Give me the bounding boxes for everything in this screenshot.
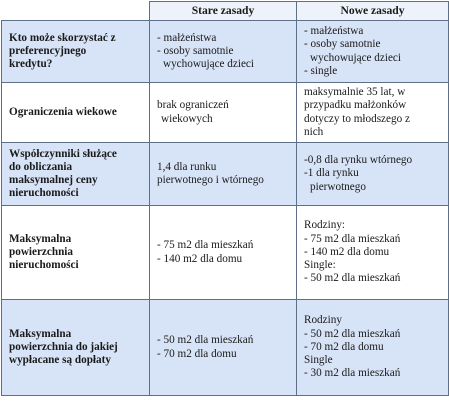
- table-row-coefficients: [2, 143, 449, 206]
- new-age-limit-cell: [297, 83, 449, 143]
- table-row-max-area: [2, 206, 449, 300]
- row-label-coefficients: [2, 143, 150, 206]
- cell-line: Rodziny: [304, 314, 342, 327]
- cell-line: - 140 m2 dla domu: [157, 252, 243, 265]
- cell-line: - 75 m2 dla mieszkań: [157, 239, 254, 252]
- new-eligibility-cell: [297, 21, 449, 83]
- row-label-line: powierzchnia: [9, 245, 74, 258]
- cell-line: -0,8 dla rynku wtórnego: [304, 154, 413, 167]
- row-label-max-area: [2, 206, 150, 300]
- cell-line: - małżeństwa: [157, 31, 217, 44]
- cell-line: Single: [304, 354, 333, 367]
- cell-line: - osoby samotnie: [157, 44, 234, 57]
- cell-line: nich: [304, 125, 324, 138]
- cell-line: przypadku małżonków: [304, 99, 407, 112]
- new-subsidy-area-cell: [297, 300, 449, 396]
- cell-line: wychowujące dzieci: [163, 58, 255, 71]
- row-label-line: preferencyjnego: [9, 44, 87, 57]
- cell-line: - 70 m2 dla domu: [304, 340, 384, 353]
- cell-line: maksymalnie 35 lat, w: [304, 86, 406, 99]
- table-row-subsidy-area: [2, 300, 449, 396]
- cell-line: - 70 m2 dla domu: [157, 347, 237, 360]
- row-label-eligibility: [2, 21, 150, 83]
- cell-line: - single: [304, 64, 338, 77]
- cell-line: - osoby samotnie: [304, 38, 381, 51]
- row-label-line: Kto może skorzystać z: [9, 31, 116, 44]
- header-corner: [2, 2, 150, 21]
- cell-line: pierwotnego: [310, 180, 366, 193]
- old-coefficients-cell: [150, 143, 297, 206]
- cell-line: wychowujące dzieci: [310, 51, 402, 64]
- row-label-line: kredytu?: [9, 58, 53, 71]
- cell-line: - małżeństwa: [304, 25, 364, 38]
- row-label-line: wypłacane są dopłaty: [9, 354, 111, 367]
- cell-line: brak ograniczeń: [157, 99, 229, 112]
- row-label-line: Współczynniki służące: [9, 147, 117, 160]
- cell-line: 1,4 dla runku: [157, 160, 217, 173]
- cell-line: -1 dla rynku: [304, 167, 359, 180]
- new-max-area-cell: [297, 206, 449, 300]
- old-age-limit-cell: [150, 83, 297, 143]
- new-coefficients-cell: [297, 143, 449, 206]
- cell-line: - 50 m2 dla mieszkań: [304, 272, 401, 285]
- row-label-line: Maksymalna: [9, 232, 72, 245]
- old-max-area-cell: [150, 206, 297, 300]
- table-row-eligibility: [2, 21, 449, 83]
- cell-line: pierwotnego i wtórnego: [157, 174, 264, 186]
- row-label-line: Ograniczenia wiekowe: [9, 105, 117, 118]
- header-row: [2, 2, 449, 21]
- old-eligibility-cell: [150, 21, 297, 83]
- cell-line: dotyczy to młodszego z: [304, 112, 410, 125]
- comparison-table: [1, 1, 449, 396]
- row-label-line: nieruchomości: [9, 187, 79, 200]
- cell-line: - 50 m2 dla mieszkań: [304, 327, 401, 340]
- row-label-subsidy-area: [2, 300, 150, 396]
- row-label-line: powierzchnia do jakiej: [9, 340, 118, 353]
- row-label-line: nieruchomości: [9, 259, 79, 272]
- table-row-age-limit: [2, 83, 449, 143]
- cell-line: wiekowych: [161, 112, 213, 125]
- cell-line: Single:: [304, 259, 336, 272]
- row-label-line: do obliczania: [9, 160, 73, 173]
- old-subsidy-area-cell: [150, 300, 297, 396]
- row-label-line: maksymalnej ceny: [9, 174, 98, 186]
- cell-line: - 140 m2 dla domu: [304, 245, 390, 258]
- cell-line: - 30 m2 dla mieszkań: [304, 367, 401, 380]
- header-old-rules: Stare zasady: [150, 2, 297, 21]
- row-label-line: Maksymalna: [9, 327, 72, 340]
- cell-line: - 50 m2 dla mieszkań: [157, 334, 254, 347]
- cell-line: Rodziny:: [304, 219, 346, 232]
- header-new-rules: Nowe zasady: [297, 2, 449, 21]
- row-label-age-limit: [2, 83, 150, 143]
- cell-line: - 75 m2 dla mieszkań: [304, 232, 401, 245]
